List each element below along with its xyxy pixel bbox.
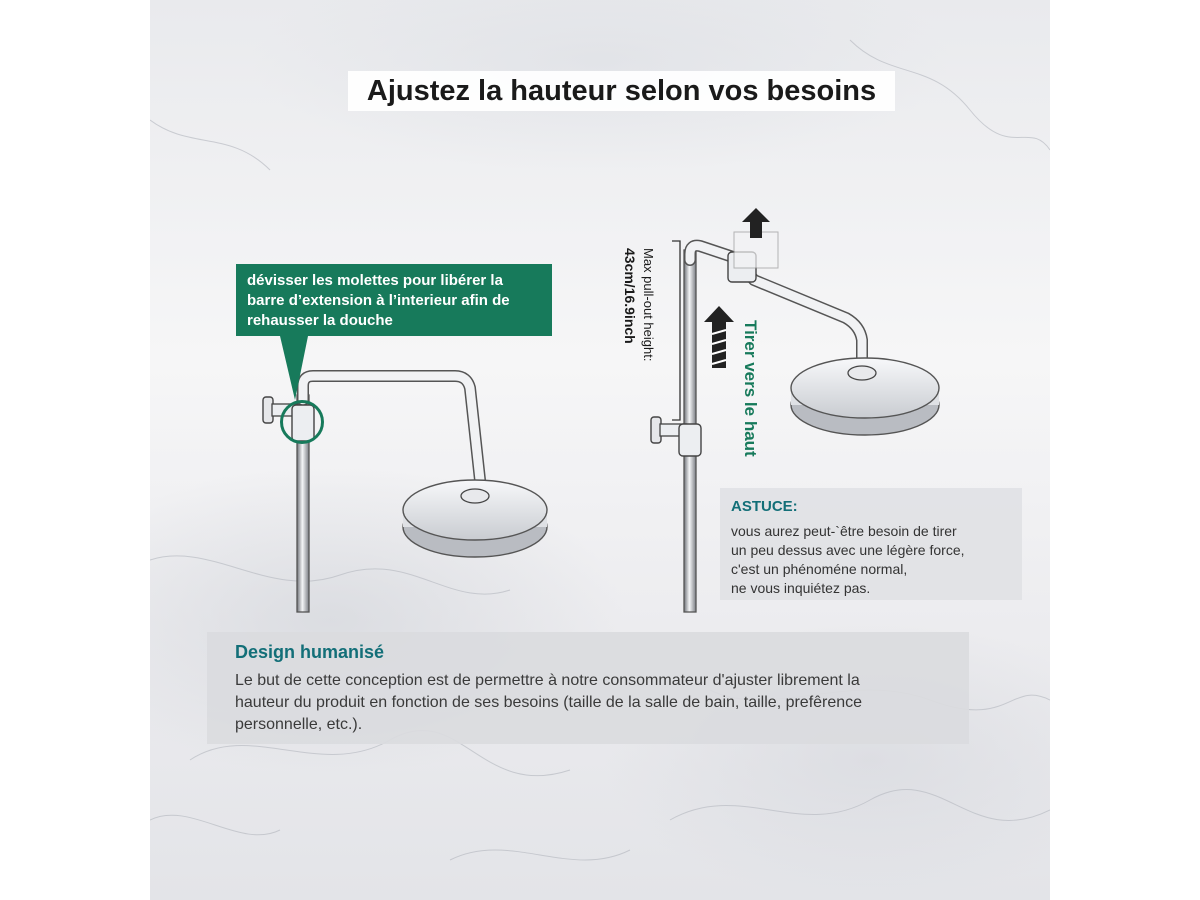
shower-illustration-right xyxy=(150,0,1050,900)
callout-line: barre d’extension à l’interieur afin de xyxy=(247,292,510,309)
pull-up-instruction: Tirer vers le haut xyxy=(741,320,760,457)
measurement-value: 43cm/16.9inch xyxy=(622,248,638,344)
tip-line: un peu dessus avec une légère force, xyxy=(731,542,965,558)
tip-line: ne vous inquiétez pas. xyxy=(731,580,871,596)
design-line: Le but de cette conception est de permettre à notre consommateur d'ajuster librement la xyxy=(235,672,860,689)
product-image-panel xyxy=(150,0,1050,900)
measurement-label: Max pull-out height: xyxy=(641,248,656,362)
max-pull-out-height-label xyxy=(612,248,658,383)
up-arrow-icon xyxy=(738,206,774,242)
design-line: personnelle, etc.). xyxy=(235,716,363,733)
up-arrow-striped-icon xyxy=(702,304,736,370)
tip-line: vous aurez peut-`être besoin de tirer xyxy=(731,523,957,539)
page-title: Ajustez la hauteur selon vos besoins xyxy=(348,71,895,111)
tip-line: c'est un phénoméne normal, xyxy=(731,561,908,577)
design-line: hauteur du produit en fonction de ses besoins (taille de la salle de bain, taille, prefêrence xyxy=(235,694,863,711)
callout-line: rehausser la douche xyxy=(247,312,393,329)
tip-box xyxy=(720,488,1022,600)
design-description-box xyxy=(207,632,969,744)
tip-heading: ASTUCE: xyxy=(731,498,798,515)
callout-line: dévisser les molettes pour libérer la xyxy=(247,272,503,289)
design-heading: Design humanisé xyxy=(235,642,385,662)
